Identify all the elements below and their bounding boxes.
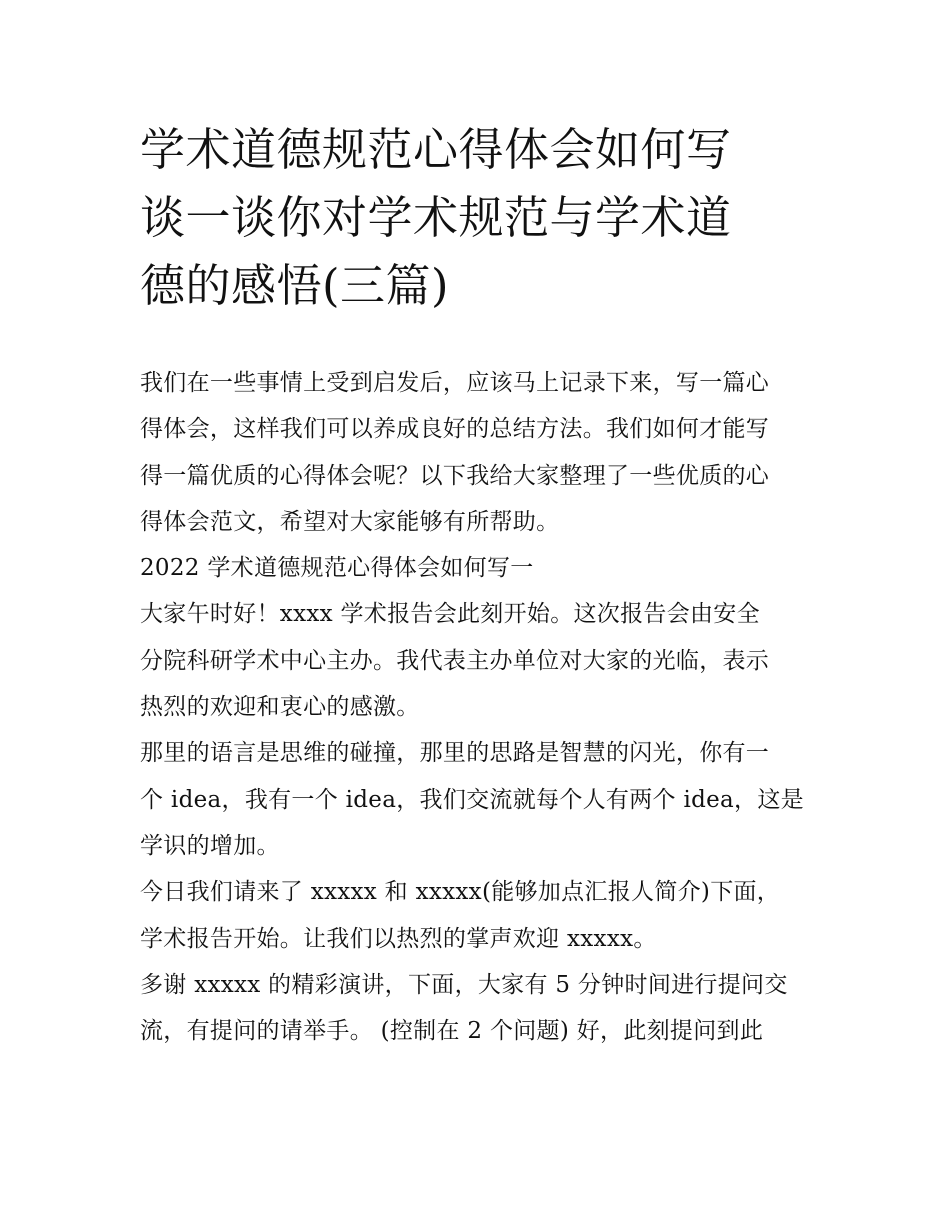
body-line: 个 idea，我有一个 idea，我们交流就每个人有两个 idea，这是 (140, 786, 804, 813)
body-line: 热烈的欢迎和衷心的感激。 (140, 694, 420, 721)
body-line: 多谢 xxxxx 的精彩演讲，下面，大家有 5 分钟时间进行提问交 (140, 971, 788, 998)
body-line: 得体会，这样我们可以养成良好的总结方法。我们如何才能写 (140, 416, 770, 443)
body-line: 得一篇优质的心得体会呢？以下我给大家整理了一些优质的心 (140, 462, 770, 489)
body-line: 学识的增加。 (140, 832, 280, 859)
title-line: 学术道德规范心得体会如何写 (140, 123, 732, 176)
body-line: 学术报告开始。让我们以热烈的掌声欢迎 xxxxx。 (140, 925, 657, 952)
title-line: 德的感悟(三篇) (140, 259, 450, 312)
title-line: 谈一谈你对学术规范与学术道 (140, 191, 732, 244)
body-line: 分院科研学术中心主办。我代表主办单位对大家的光临，表示 (140, 647, 770, 674)
body-line: 今日我们请来了 xxxxx 和 xxxxx(能够加点汇报人简介)下面， (140, 879, 781, 906)
document-body (140, 360, 830, 1054)
document-title (140, 116, 820, 320)
body-line: 那里的语言是思维的碰撞，那里的思路是智慧的闪光，你有一 (140, 740, 770, 767)
section-heading: 2022 学术道德规范心得体会如何写一 (140, 555, 534, 582)
body-line: 我们在一些事情上受到启发后，应该马上记录下来，写一篇心 (140, 370, 770, 396)
body-line: 得体会范文，希望对大家能够有所帮助。 (140, 508, 560, 535)
body-line: 流，有提问的请举手。 (控制在 2 个问题) 好，此刻提问到此 (140, 1018, 764, 1045)
body-line: 大家午时好！xxxx 学术报告会此刻开始。这次报告会由安全 (140, 601, 760, 628)
